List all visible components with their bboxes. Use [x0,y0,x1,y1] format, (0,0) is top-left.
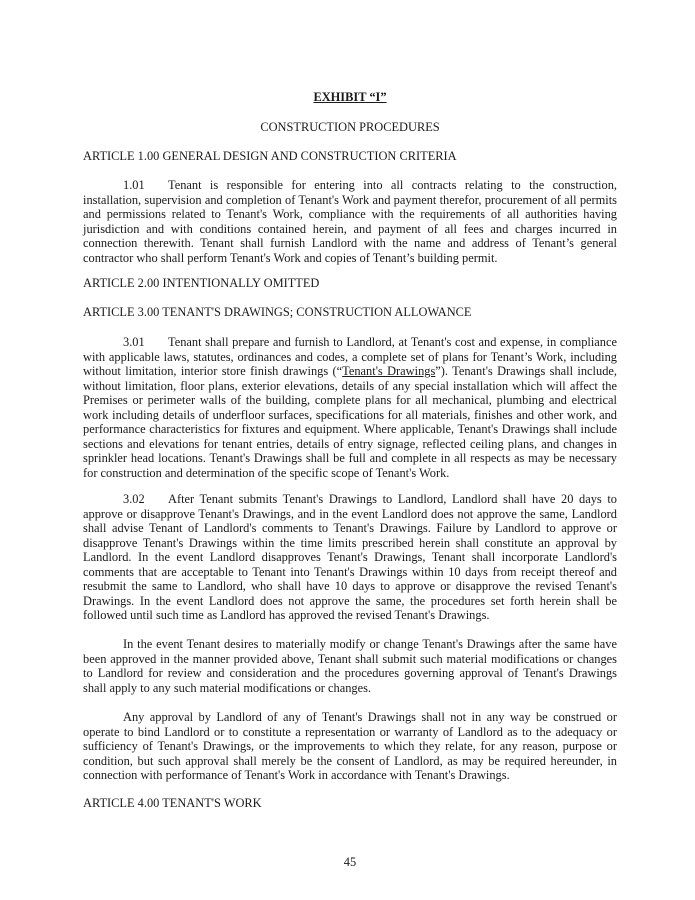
section-text: Tenant is responsible for entering into all contracts relating to the construction, installation, supervision and completion of Tenant's Work and payment therefor, procurement of all permits and permissions related to Tenant's Work, compliance with the requirements of all authorities having jurisdiction and with conditions contained herein, and payment of all fees and charges incurred in connection therewith. Tenant shall furnish Landlord with the name and address of Tenant’s general contractor who shall perform Tenant's Work and copies of Tenant’s building permit. [83,178,617,265]
paragraph-approval [83,710,617,783]
exhibit-title-text: EXHIBIT “I” [313,90,387,104]
paragraph-text: In the event Tenant desires to materially modify or change Tenant's Drawings after the same have been approved in the manner provided above, Tenant shall submit such material modifications or changes to Landlord for review and consideration and the procedures governing approval of Tenant's Drawings shall apply to any such material modifications or changes. [83,637,617,695]
section-3-02 [83,492,617,623]
defined-term: Tenant's Drawings [342,364,436,378]
section-number: 1.01 [123,178,145,192]
section-text: Tenant shall prepare and furnish to Landlord, at Tenant's cost and expense, in compliance with applicable laws, statutes, ordinances and codes, a complete set of plans for Tenant’s Work, including without limitation, interior store finish drawings (“ [83,335,617,378]
page-number: 45 [343,855,357,869]
section-number: 3.01 [123,335,145,349]
article-3-heading: ARTICLE 3.00 TENANT'S DRAWINGS; CONSTRUCTION ALLOWANCE [83,305,472,319]
section-number: 3.02 [123,492,145,506]
paragraph-text: Any approval by Landlord of any of Tenant's Drawings shall not in any way be construed or operate to bind Landlord or to constitute a representation or warranty of Landlord as to the adequacy or sufficiency of Tenant's Drawings, or the improvements to which they relate, for any reason, purpose or condition, but such approval shall merely be the consent of Landlord, as may be required hereunder, in connection with performance of Tenant's Work in accordance with Tenant's Drawings. [83,710,617,782]
exhibit-title [83,90,617,105]
section-1-01 [83,178,617,265]
section-3-01 [83,335,617,480]
article-4-heading: ARTICLE 4.00 TENANT'S WORK [83,796,262,810]
article-1-heading: ARTICLE 1.00 GENERAL DESIGN AND CONSTRUCTION CRITERIA [83,149,457,163]
document-subtitle: CONSTRUCTION PROCEDURES [260,120,440,134]
paragraph-modifications [83,637,617,695]
section-text: ”). Tenant's Drawings shall include, without limitation, floor plans, exterior elevations, details of any special installation which will affect the Premises or perimeter walls of the building, complete plans for all mechanical, plumbing and electrical work including details of underfloor surfaces, specifications for all materials, finishes and other work, and performance characteristics for fixtures and equipment. Where applicable, Tenant's Drawings shall include sections and elevations for tenant entries, details of entry signage, reflected ceiling plans, and changes in sprinkler head locations. Tenant's Drawings shall be full and complete in all respects as may be necessary for construction and determination of the specific scope of Tenant's Work. [83,364,617,480]
section-text: After Tenant submits Tenant's Drawings to Landlord, Landlord shall have 20 days to approve or disapprove Tenant's Drawings, and in the event Landlord does not approve the same, Landlord shall advise Tenant of Landlord's comments to Tenant's Drawings. Failure by Landlord to approve or disapprove Tenant's Drawings within the time limits prescribed herein shall constitute an approval by Landlord. In the event Landlord disapproves Tenant's Drawings, Tenant shall incorporate Landlord's comments that are acceptable to Tenant into Tenant's Drawings within 10 days from receipt thereof and resubmit the same to Landlord, who shall have 10 days to approve or disapprove the revised Tenant's Drawings. In the event Landlord does not approve the same, the procedures set forth herein shall be followed until such time as Landlord has approved the revised Tenant's Drawings. [83,492,617,622]
article-2-heading: ARTICLE 2.00 INTENTIONALLY OMITTED [83,276,320,290]
